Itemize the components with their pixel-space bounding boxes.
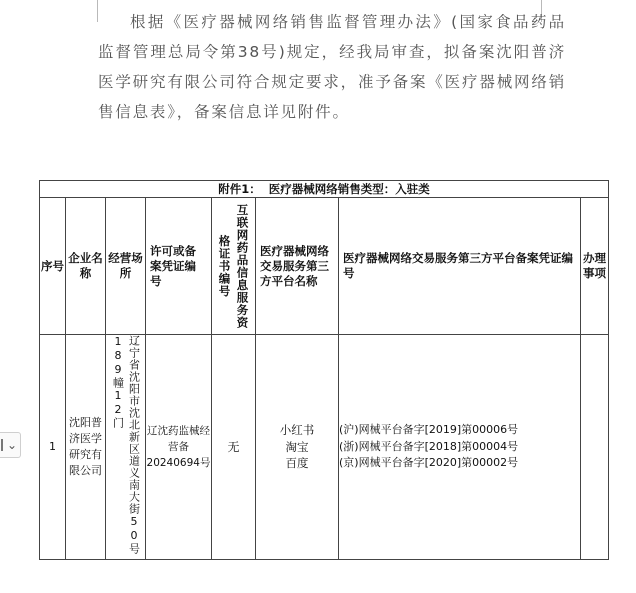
tab-bar-icon — [1, 439, 3, 451]
platform-filing: (浙)网械平台备字[2018]第00004号 — [339, 439, 519, 453]
header-platform-filing: 医疗器械网络交易服务第三方平台备案凭证编号 — [339, 198, 581, 335]
table-row — [40, 335, 609, 560]
header-platform-name: 医疗器械网络交易服务第三方平台名称 — [256, 198, 339, 335]
filing-table — [39, 180, 609, 560]
cell-company: 沈阳普济医学研究有限公司 — [66, 335, 106, 560]
cell-info-service: 无 — [212, 335, 256, 560]
platform-filing: (京)网械平台备字[2020]第00002号 — [339, 456, 519, 470]
side-tab[interactable] — [0, 432, 21, 458]
caption-prefix: 附件1： — [218, 181, 261, 196]
platform-filing: (沪)网械平台备字[2019]第00006号 — [339, 423, 519, 437]
cell-address: 辽宁省沈阳市沈北新区道义南大街50号189幢12门 — [106, 335, 146, 560]
platform-name: 淘宝 — [285, 439, 309, 454]
header-seq: 序号 — [40, 198, 66, 335]
header-license: 许可或备案凭证编号 — [146, 198, 212, 335]
body-paragraph: 根据《医疗器械网络销售监督管理办法》(国家食品药品监督管理总局令第38号)规定，经我局审查，拟备案沈阳普济医学研究有限公司符合规定要求，准予备案《医疗器械网络销售信息表》，备案信息详见附件。 — [98, 13, 566, 121]
table-header-row — [40, 198, 609, 335]
cell-seq: 1 — [40, 335, 66, 560]
platform-name: 小红书 — [279, 423, 315, 438]
header-info-service: 互联网药品信息服务资格证书编号 — [212, 198, 256, 335]
cell-platform-filings — [339, 335, 581, 560]
cell-license: 辽沈药监械经营备20240694号 — [146, 335, 212, 560]
caption-text: 医疗器械网络销售类型：入驻类 — [268, 181, 430, 196]
header-company: 企业名称 — [66, 198, 106, 335]
cell-matters — [581, 335, 609, 560]
table-caption — [40, 181, 609, 198]
cell-platform-names — [256, 335, 339, 560]
chevron-down-icon: ⌄ — [7, 438, 18, 452]
platform-name: 百度 — [285, 456, 309, 471]
header-address: 经营场所 — [106, 198, 146, 335]
header-matters: 办理事项 — [581, 198, 609, 335]
